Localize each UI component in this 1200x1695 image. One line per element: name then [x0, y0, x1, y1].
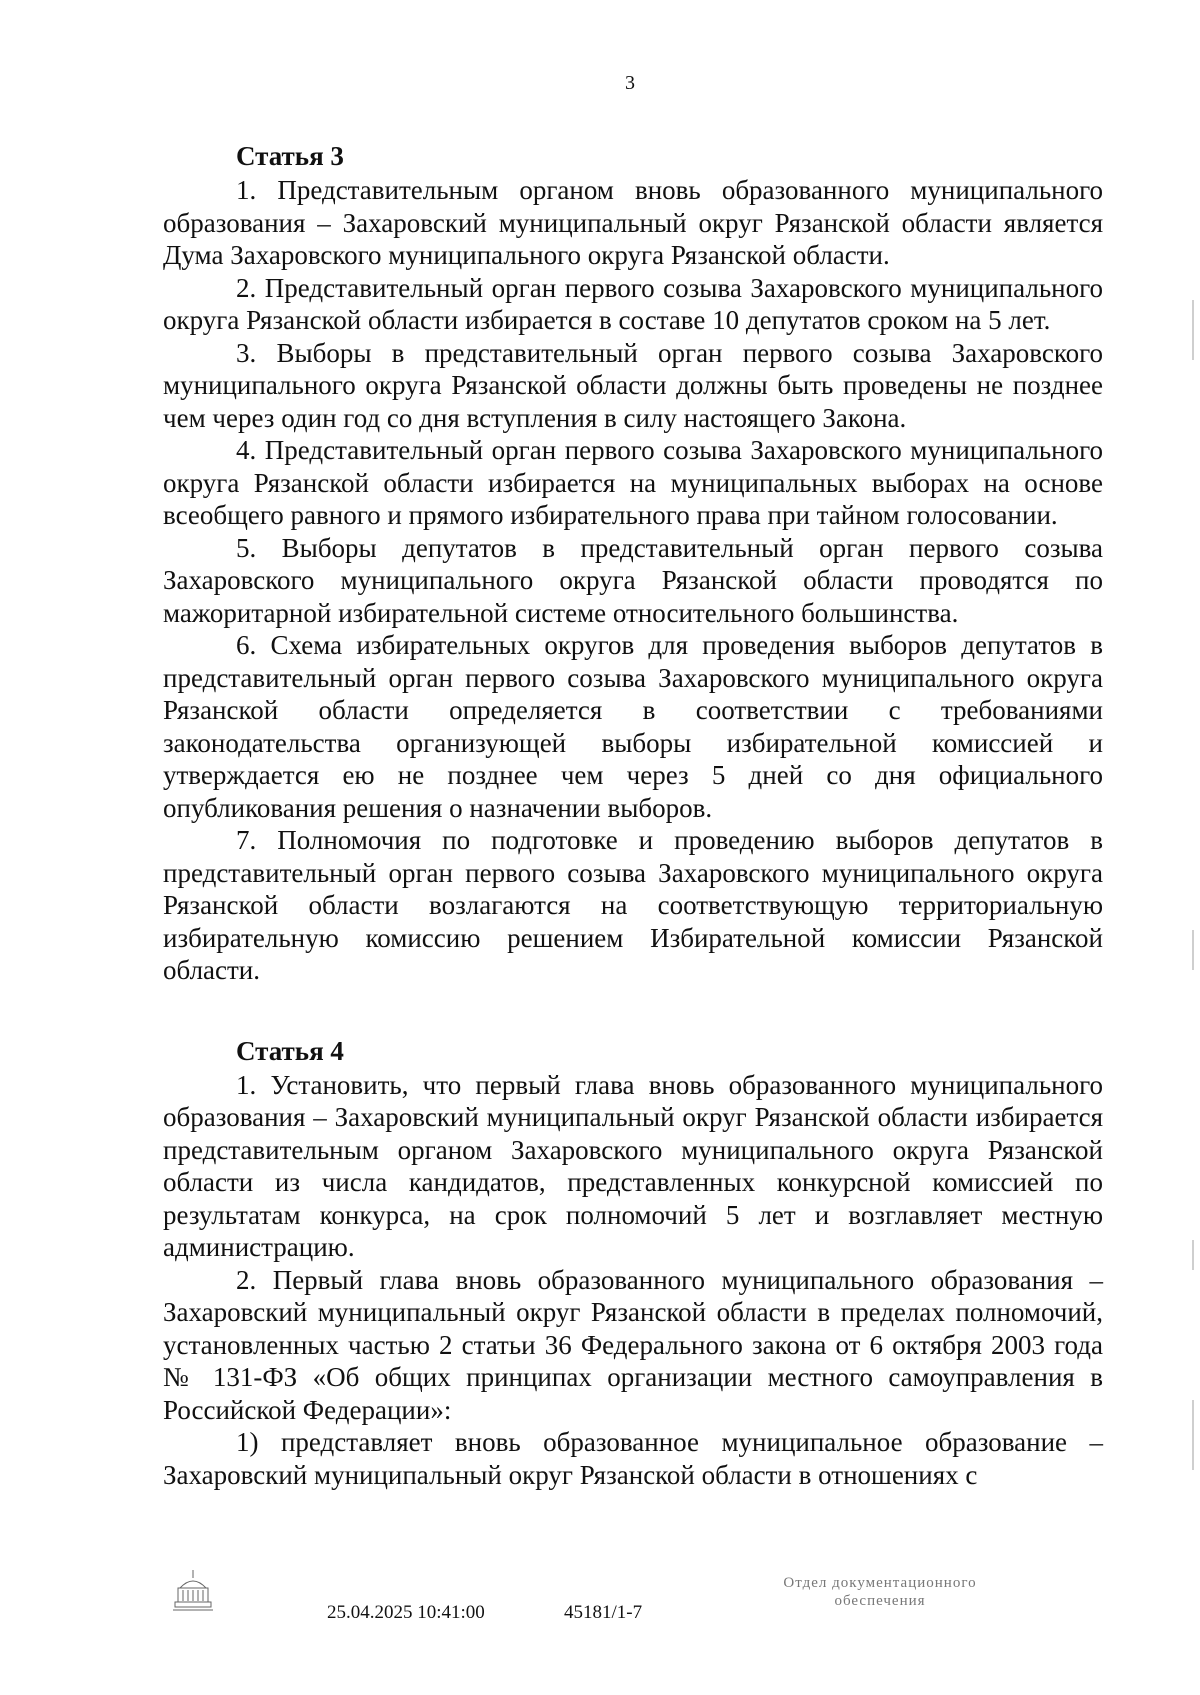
- paragraph: 3. Выборы в представительный орган первого созыва Захаровского муниципального округа Рязанской области должны быть проведены не позднее чем через один год со дня вступления в силу настоящего Закона.: [163, 337, 1103, 433]
- scan-margin-mark: [1192, 300, 1194, 360]
- paragraph: 4. Представительный орган первого созыва Захаровского муниципального округа Рязанской области избирается на муниципальных выборах на основе всеобщего равного и прямого избирательного права при тайном голосовании.: [163, 435, 1103, 530]
- paragraph: 2. Первый глава вновь образованного муниципального образования – Захаровский муниципальный округ Рязанской области в пределах полномочий, установленных частью 2 статьи 36 Федерального закона от 6 октября 2003 года № 131-ФЗ «Об общих принципах организации местного самоуправления в Российской Федерации»:: [163, 1264, 1103, 1425]
- footer-timestamp: 25.04.2025 10:41:00: [327, 1602, 485, 1623]
- building-logo-icon: [172, 1568, 214, 1612]
- page-number: 3: [625, 72, 635, 94]
- department-stamp: [720, 1574, 1040, 1610]
- paragraph: 7. Полномочия по подготовке и проведению выборов депутатов в представительный орган первого созыва Захаровского муниципального округа Рязанской области возлагаются на соответствующую территориальную избирательную комиссию решением Избирательной комиссии Рязанской области.: [163, 825, 1103, 985]
- paragraph: 5. Выборы депутатов в представительный орган первого созыва Захаровского муниципального округа Рязанской области проводятся по мажоритарной избирательной системе относительного большинства.: [163, 532, 1103, 628]
- article-title: Статья 4: [236, 1035, 344, 1066]
- article-title: Статья 3: [236, 141, 344, 171]
- paragraph: 1) представляет вновь образованное муниципальное образование – Захаровский муниципальный округ Рязанской области в отношениях с: [163, 1427, 1103, 1490]
- article-3: [163, 138, 1103, 987]
- paragraph: 1. Установить, что первый глава вновь образованного муниципального образования – Захаровский муниципальный округ Рязанской области избирается представительным органом Захаровского муниципального округа Рязанской области из числа кандидатов, представленных конкурсной комиссией по результатам конкурса, на срок полномочий 5 лет и возглавляет местную администрацию.: [163, 1069, 1103, 1262]
- article-4: [163, 1033, 1103, 1492]
- stamp-line: обеспечения: [834, 1593, 926, 1609]
- article-spacer: [163, 987, 1103, 1033]
- footer-doc-number: 45181/1-7: [564, 1602, 643, 1623]
- scan-margin-mark: [1192, 930, 1194, 970]
- paragraph: 6. Схема избирательных округов для проведения выборов депутатов в представительный орган первого созыва Захаровского муниципального округа Рязанской области определяется в соответствии с требованиями законодательства организующей выборы избирательной комиссией и утверждается ею не позднее чем через 5 дней со дня официального опубликования решения о назначении выборов.: [163, 630, 1103, 823]
- document-body: [163, 138, 1103, 1491]
- scan-margin-mark: [1192, 1400, 1194, 1470]
- paragraph: 1. Представительным органом вновь образованного муниципального образования – Захаровский муниципальный округ Рязанской области является Дума Захаровского муниципального округа Рязанской области.: [163, 175, 1103, 270]
- paragraph: 2. Представительный орган первого созыва Захаровского муниципального округа Рязанской области избирается в составе 10 депутатов сроком на 5 лет.: [163, 272, 1103, 335]
- scan-margin-mark: [1192, 1240, 1194, 1270]
- stamp-line: Отдел документационного: [783, 1575, 977, 1591]
